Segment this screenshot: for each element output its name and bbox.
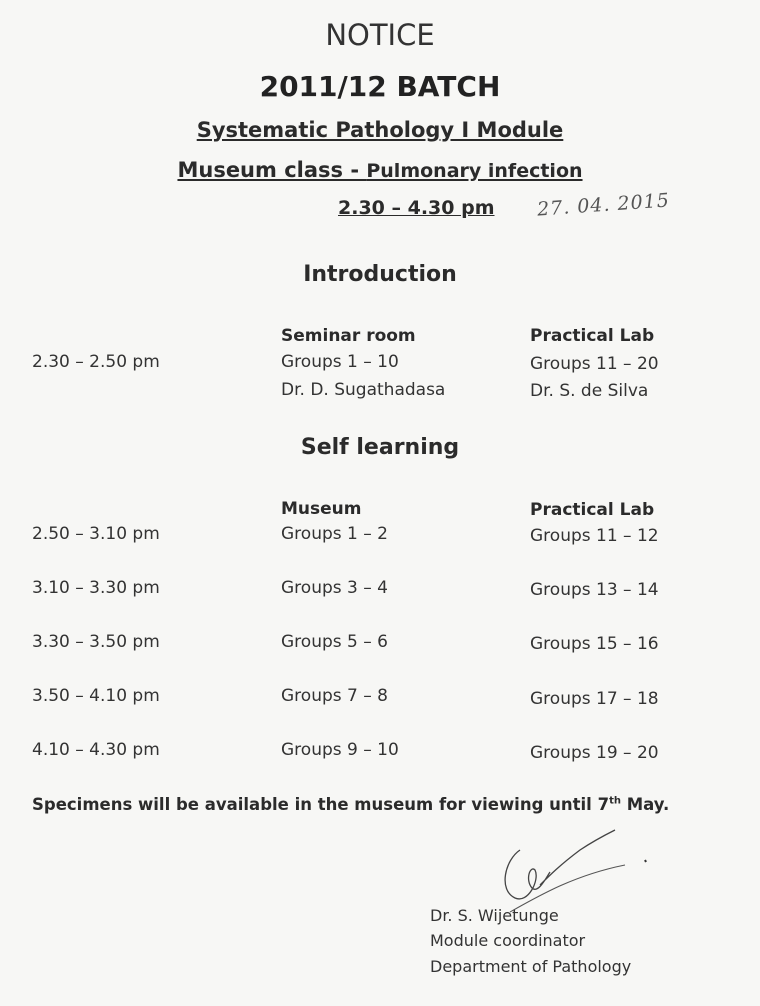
schedule-time: 3.50 – 4.10 pm xyxy=(32,686,160,706)
specimens-note-tail: May. xyxy=(620,795,670,814)
notice-title: NOTICE xyxy=(325,18,435,52)
schedule-time: 3.10 – 3.30 pm xyxy=(32,578,160,598)
specimens-note-text: Specimens will be available in the museum for viewing until 7 xyxy=(32,795,610,814)
class-main: Museum class - xyxy=(177,158,367,182)
schedule-lab-groups: Groups 11 – 12 xyxy=(530,526,659,546)
self-learning-heading: Self learning xyxy=(300,435,460,460)
batch-title: 2011/12 BATCH xyxy=(259,70,501,103)
class-title xyxy=(0,158,760,182)
schedule-lab-groups: Groups 13 – 14 xyxy=(530,580,659,600)
schedule-museum-groups: Groups 5 – 6 xyxy=(281,632,388,652)
practical-lab-header: Practical Lab xyxy=(530,326,655,346)
intro-time: 2.30 – 2.50 pm xyxy=(32,352,160,372)
lab-header: Practical Lab xyxy=(530,500,655,520)
schedule-lab-groups: Groups 17 – 18 xyxy=(530,689,659,709)
schedule-museum-groups: Groups 9 – 10 xyxy=(281,740,399,760)
schedule-time: 3.30 – 3.50 pm xyxy=(32,632,160,652)
signatory-name: Dr. S. Wijetunge xyxy=(430,906,559,925)
seminar-room-header: Seminar room xyxy=(281,326,416,346)
module-title: Systematic Pathology I Module xyxy=(196,118,564,142)
intro-lab-staff: Dr. S. de Silva xyxy=(530,381,649,401)
intro-seminar-groups: Groups 1 – 10 xyxy=(281,352,399,372)
schedule-time: 4.10 – 4.30 pm xyxy=(32,740,160,760)
schedule-lab-groups: Groups 15 – 16 xyxy=(530,634,659,654)
museum-header: Museum xyxy=(281,499,362,519)
signatory-department: Department of Pathology xyxy=(430,957,632,976)
schedule-time: 2.50 – 3.10 pm xyxy=(32,524,160,544)
schedule-museum-groups: Groups 1 – 2 xyxy=(281,524,388,544)
class-topic: Pulmonary infection xyxy=(366,160,583,182)
specimens-note-sup: th xyxy=(609,795,621,807)
schedule-museum-groups: Groups 3 – 4 xyxy=(281,578,388,598)
handwritten-date: 27. 04. 2015 xyxy=(536,189,671,221)
signatory-role: Module coordinator xyxy=(430,931,586,950)
session-time: 2.30 – 4.30 pm xyxy=(338,197,495,219)
specimens-note xyxy=(32,795,669,814)
schedule-museum-groups: Groups 7 – 8 xyxy=(281,686,388,706)
introduction-heading: Introduction xyxy=(303,262,457,287)
intro-lab-groups: Groups 11 – 20 xyxy=(530,354,659,374)
schedule-lab-groups: Groups 19 – 20 xyxy=(530,743,659,763)
intro-seminar-staff: Dr. D. Sugathadasa xyxy=(281,380,446,400)
